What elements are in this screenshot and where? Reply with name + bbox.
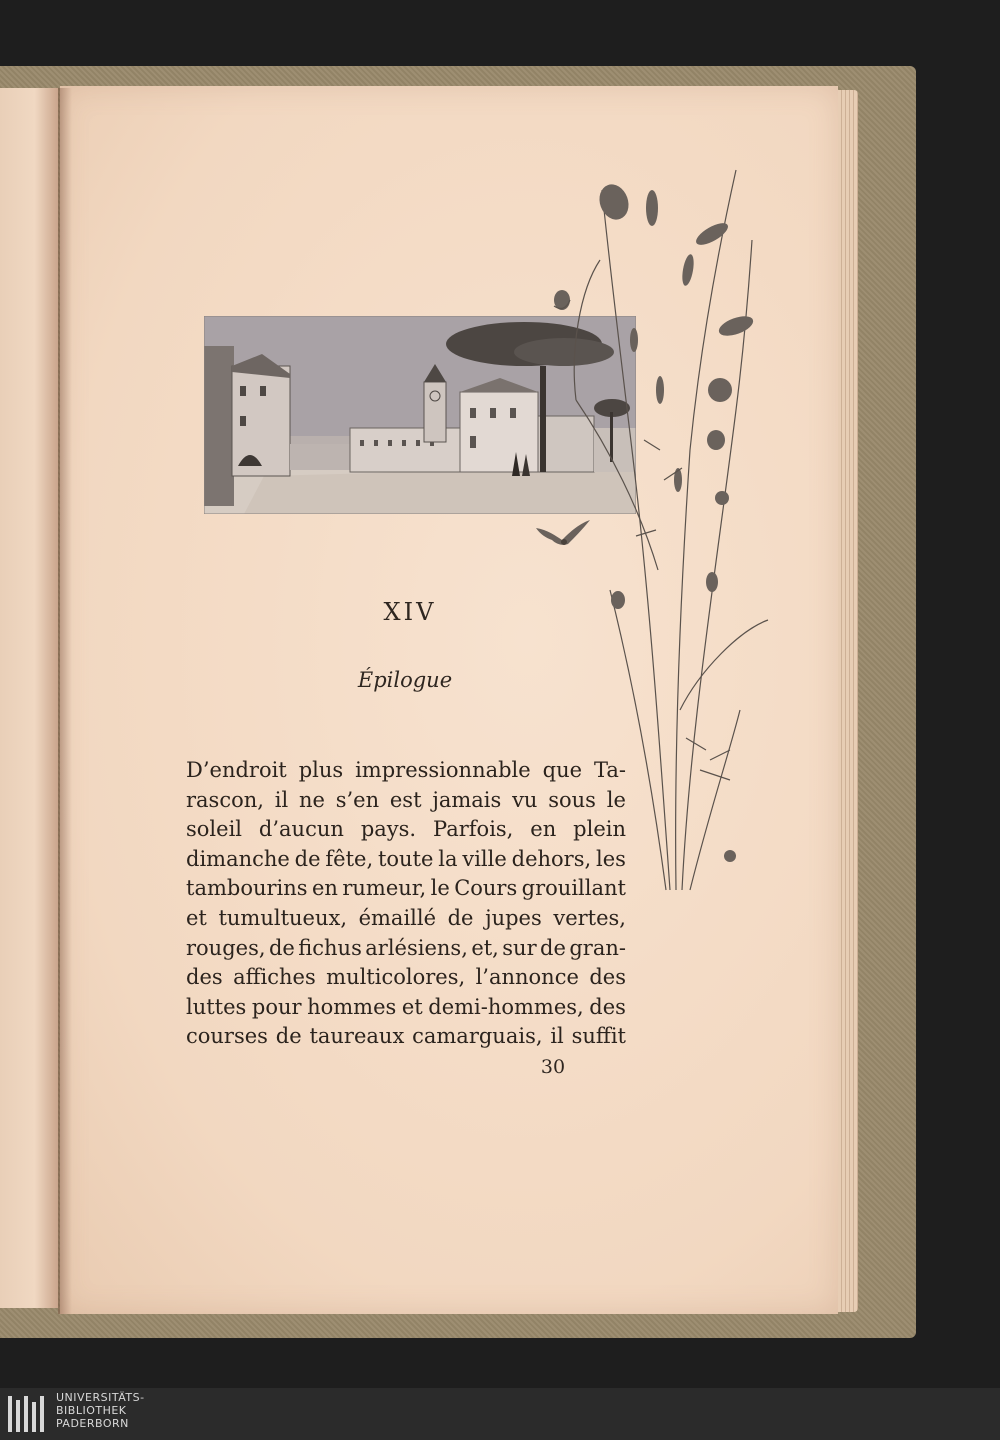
word: ville	[462, 846, 507, 871]
word: dimanche	[186, 846, 290, 871]
word: hommes	[307, 994, 397, 1019]
logo-line: UNIVERSITÄTS-	[56, 1391, 145, 1404]
body-text	[186, 756, 626, 1052]
word: Parfois,	[433, 817, 514, 842]
word: de	[447, 905, 474, 930]
word: des	[589, 994, 626, 1019]
word: soleil	[186, 817, 242, 842]
body-line	[186, 934, 626, 964]
word: affiches	[233, 965, 316, 990]
word: vu	[512, 787, 538, 812]
word: en	[311, 876, 338, 901]
word: jupes	[485, 905, 542, 930]
word: courses	[186, 1024, 268, 1049]
body-line	[186, 786, 626, 816]
word: jamais	[432, 787, 502, 812]
word: de	[268, 935, 295, 960]
word: fichus	[298, 935, 362, 960]
word: pays.	[360, 817, 417, 842]
library-logo-icon	[6, 1392, 50, 1436]
word: D’endroit	[186, 758, 287, 782]
word: de	[275, 1024, 302, 1049]
body-line	[186, 874, 626, 904]
body-line	[186, 756, 626, 786]
word: fête,	[325, 846, 374, 871]
word: le	[606, 787, 626, 812]
word: toute	[377, 846, 434, 871]
body-line	[186, 963, 626, 993]
word: il	[274, 787, 289, 812]
word: camarguais,	[412, 1024, 543, 1049]
word: et,	[471, 935, 499, 960]
word: suffit	[571, 1024, 626, 1049]
word: et	[401, 994, 423, 1019]
word: rumeur,	[342, 876, 427, 901]
word: gran-	[569, 935, 626, 960]
word: tumultueux,	[218, 905, 348, 930]
word: Ta-	[593, 758, 626, 782]
word: s’en	[335, 787, 380, 812]
page-number: 30	[540, 1056, 566, 1078]
word: de	[540, 935, 566, 960]
word: il	[550, 1024, 564, 1049]
word: ne	[298, 787, 325, 812]
word: en	[530, 817, 557, 842]
word: taureaux	[309, 1024, 405, 1049]
swallow-bird-icon	[532, 516, 596, 552]
word: luttes	[186, 994, 247, 1019]
word: de	[294, 846, 321, 871]
word: plus	[298, 758, 344, 782]
word: l’annonce	[475, 965, 579, 990]
word: d’aucun	[258, 817, 344, 842]
word: grouillant	[521, 876, 626, 901]
word: sur	[502, 935, 537, 960]
word: les	[595, 846, 626, 871]
word: le	[430, 876, 450, 901]
body-line	[186, 845, 626, 875]
gutter-shadow	[58, 88, 72, 1314]
word: rascon,	[186, 787, 264, 812]
word: tambourins	[186, 876, 308, 901]
word: des	[589, 965, 626, 990]
word: dehors,	[511, 846, 592, 871]
chapter-title: Épilogue	[357, 668, 453, 692]
left-page-edge	[0, 88, 58, 1308]
body-line	[186, 1022, 626, 1052]
word: pour	[251, 994, 302, 1019]
logo-line: BIBLIOTHEK	[56, 1404, 127, 1417]
word: émaillé	[358, 905, 437, 930]
word: et	[186, 905, 207, 930]
body-line	[186, 815, 626, 845]
word: sous	[548, 787, 596, 812]
word: Cours	[454, 876, 518, 901]
word: la	[438, 846, 458, 871]
word: est	[389, 787, 422, 812]
word: impressionnable	[355, 758, 531, 782]
body-line	[186, 993, 626, 1023]
word: rouges,	[186, 935, 266, 960]
word: que	[542, 758, 583, 782]
word: des	[186, 965, 223, 990]
word: arlésiens,	[365, 935, 468, 960]
word: plein	[573, 817, 626, 842]
logo-line: PADERBORN	[56, 1417, 129, 1430]
chapter-number: XIV	[383, 598, 437, 626]
word: demi-hommes,	[428, 994, 584, 1019]
body-line	[186, 904, 626, 934]
library-logo-text	[56, 1391, 256, 1430]
word: vertes,	[553, 905, 626, 930]
word: multicolores,	[326, 965, 466, 990]
